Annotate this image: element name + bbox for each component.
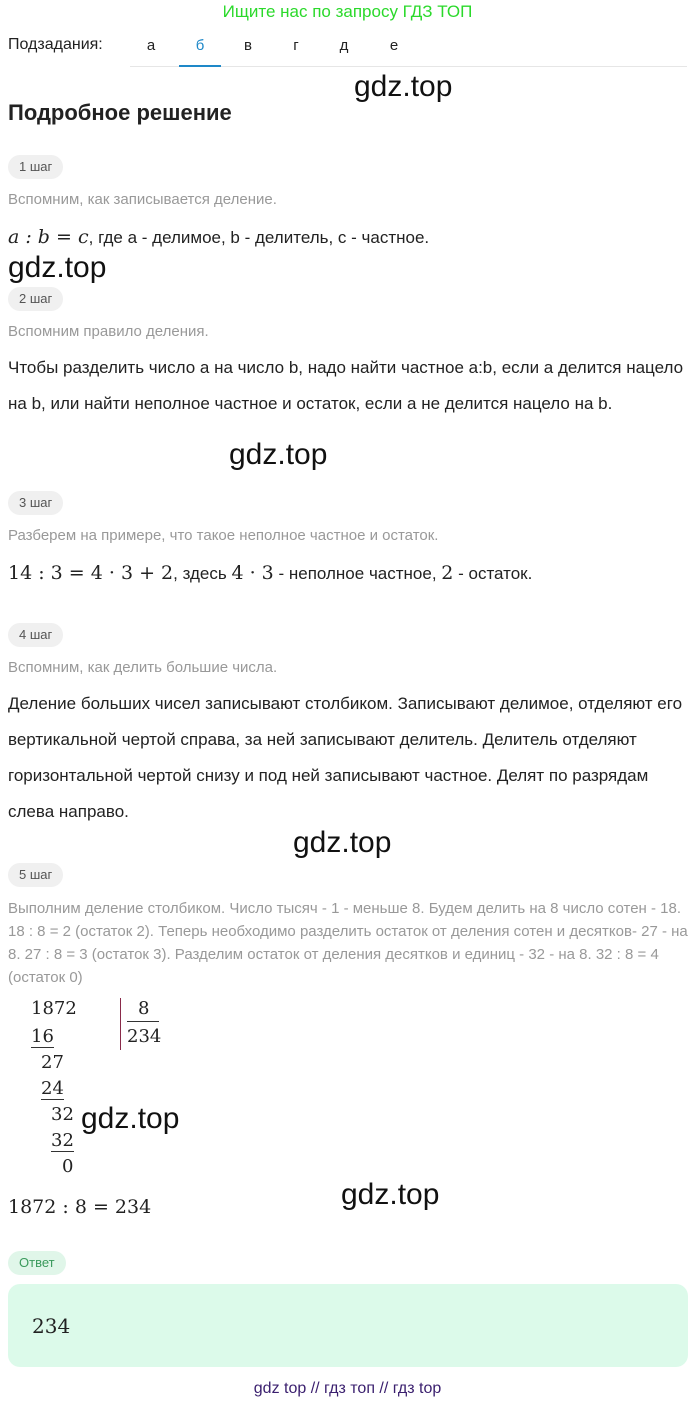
step-text: Деление больших чисел записывают столбиком. Записывают делимое, отделяют его вертикальной чертой справа, за ней записывают делитель. Делитель отделяют горизонтальной чертой снизу и под ней записывают частное. Делят по разрядам слева направо.: [8, 694, 683, 821]
division-row: 0: [62, 1156, 74, 1177]
page-title: Подробное решение: [8, 100, 232, 125]
watermark: gdz.top: [293, 826, 392, 859]
step-text-part: , здесь: [173, 564, 232, 583]
step-hint: Вспомним правило деления.: [8, 323, 209, 340]
division-horizontal-line: [127, 1021, 159, 1022]
footer-links[interactable]: gdz top // гдз топ // гдз top: [253, 1380, 442, 1397]
division-row: 32: [51, 1130, 74, 1151]
division-row: 27: [41, 1052, 64, 1073]
division-row: 16: [31, 1026, 54, 1047]
answer-badge: Ответ: [8, 1251, 66, 1275]
watermark: gdz.top: [354, 70, 453, 103]
step-text: [8, 562, 532, 584]
division-row: 24: [41, 1078, 64, 1099]
step-badge: 4 шаг: [8, 623, 63, 647]
tab-e[interactable]: е: [389, 37, 399, 54]
step-text-part: , где а - делимое, b - делитель, с - частное.: [88, 228, 430, 247]
step-hint: Вспомним, как записывается деление.: [8, 191, 277, 208]
tab-v[interactable]: в: [244, 37, 252, 54]
search-banner: Ищите нас по запросу ГДЗ ТОП: [222, 2, 473, 21]
step-text-part: - неполное частное,: [273, 564, 442, 583]
tab-g[interactable]: г: [293, 37, 299, 54]
math-expression: a : b = c: [8, 226, 89, 248]
step-hint: Выполним деление столбиком. Число тысяч - 1 - меньше 8. Будем делить на 8 число сотен - 18. 18 : 8 = 2 (остаток 2). Теперь необходимо разделить остаток от деления сотен и десятков- 27 - на 8. 27 : 8 = 3 (остаток 3). Разделим остаток от деления десятков и единиц - 32 - на 8. 32 : 8 = 4 (остаток 0): [8, 900, 688, 986]
step-text-part: - остаток.: [453, 564, 533, 583]
step-badge: 2 шаг: [8, 287, 63, 311]
step-text: Чтобы разделить число а на число b, надо найти частное a:b, если а делится нацело на b, или найти неполное частное и остаток, если а не делится нацело на b.: [8, 358, 684, 413]
step-text: [8, 226, 429, 248]
watermark: gdz.top: [81, 1102, 180, 1135]
math-expression: 14 : 3 = 4 · 3 + 2: [8, 562, 174, 584]
division-vertical-line: [120, 998, 121, 1050]
subtasks-label: Подзадания:: [8, 36, 103, 53]
watermark: gdz.top: [229, 438, 328, 471]
answer-box: [8, 1284, 688, 1367]
watermark: gdz.top: [341, 1178, 440, 1211]
divisor: 8: [138, 998, 150, 1019]
tab-b[interactable]: б: [179, 30, 221, 67]
step-badge: 3 шаг: [8, 491, 63, 515]
step-badge: 5 шаг: [8, 863, 63, 887]
quotient: 234: [127, 1026, 162, 1047]
math-expression: 2: [441, 562, 454, 584]
step-hint: Разберем на примере, что такое неполное частное и остаток.: [8, 527, 439, 544]
result-expression: 1872 : 8 = 234: [8, 1196, 152, 1218]
tab-d[interactable]: д: [339, 37, 349, 54]
step-hint: Вспомним, как делить большие числа.: [8, 659, 278, 676]
tab-a[interactable]: а: [146, 37, 156, 54]
dividend: 1872: [31, 998, 77, 1019]
math-expression: 4 · 3: [231, 562, 274, 584]
step-badge: 1 шаг: [8, 155, 63, 179]
long-division: [0, 995, 200, 1185]
watermark: gdz.top: [8, 251, 107, 284]
division-row: 32: [51, 1104, 74, 1125]
subtask-tabs: [130, 30, 687, 67]
answer-value: 234: [32, 1314, 71, 1338]
